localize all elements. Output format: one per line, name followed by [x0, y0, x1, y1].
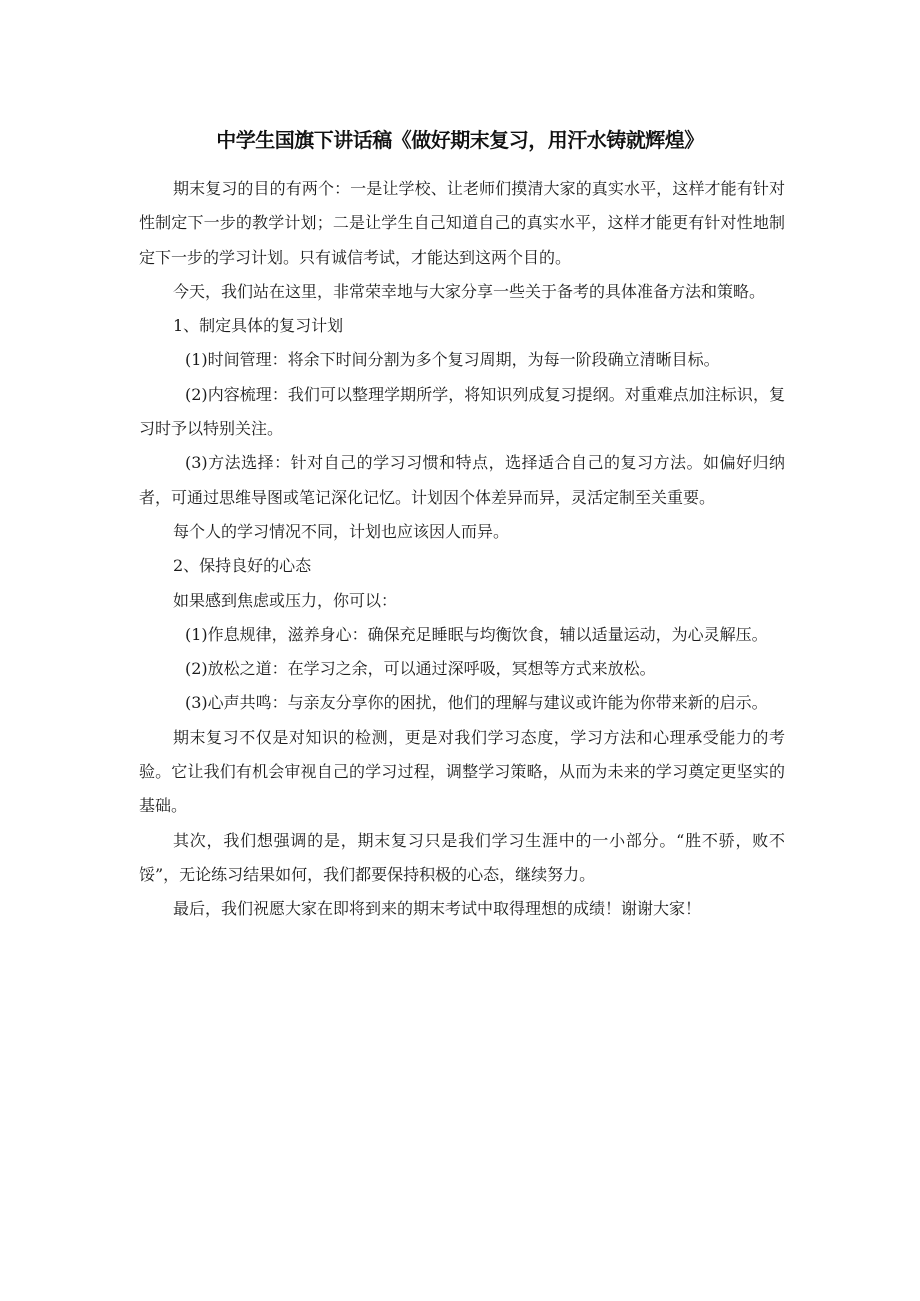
list-item-content-review: (2)内容梳理：我们可以整理学期所学，将知识列成复习提纲。对重难点加注标识，复习时予以特别关注。	[139, 384, 785, 439]
list-item-sharing: (3)心声共鸣：与亲友分享你的困扰，他们的理解与建议或许能为你带来新的启示。	[185, 693, 768, 713]
document-body	[139, 172, 785, 927]
paragraph-intro: 今天，我们站在这里，非常荣幸地与大家分享一些关于备考的具体准备方法和策略。	[173, 281, 766, 301]
list-item-method-choice: (3)方法选择：针对自己的学习习惯和特点，选择适合自己的复习方法。如偏好归纳者，可通过思维导图或笔记深化记忆。计划因个体差异而异，灵活定制至关重要。	[139, 453, 785, 507]
list-item-routine: (1)作息规律，滋养身心：确保充足睡眠与均衡饮食，辅以适量运动，为心灵解压。	[185, 624, 768, 644]
list-item-relaxation: (2)放松之道：在学习之余，可以通过深呼吸，冥想等方式来放松。	[185, 659, 656, 679]
paragraph-anxiety: 如果感到焦虑或压力，你可以：	[173, 590, 398, 610]
heading-good-mindset: 2、保持良好的心态	[173, 556, 312, 576]
paragraph-review-meaning: 期末复习不仅是对知识的检测，更是对我们学习态度，学习方法和心理承受能力的考验。它让我们有机会审视自己的学习过程，调整学习策略，从而为未来的学习奠定更坚实的基础。	[139, 727, 785, 816]
heading-review-plan: 1、制定具体的复习计划	[173, 316, 344, 336]
paragraph-emphasis: 其次，我们想强调的是，期末复习只是我们学习生涯中的一小部分。“胜不骄，败不馁”，无论练习结果如何，我们都要保持积极的心态，继续努力。	[139, 830, 785, 884]
document-title: 中学生国旗下讲话稿《做好期末复习，用汗水铸就辉煌》	[216, 128, 704, 152]
list-item-time-management: (1)时间管理：将余下时间分割为多个复习周期，为每一阶段确立清晰目标。	[185, 350, 720, 370]
paragraph-purpose: 期末复习的目的有两个：一是让学校、让老师们摸清大家的真实水平，这样才能有针对性制定下一步的教学计划；二是让学生自己知道自己的真实水平，这样才能更有针对性地制定下一步的学习计划。只有诚信考试，才能达到这两个目的。	[139, 179, 785, 267]
paragraph-individual-plan: 每个人的学习情况不同，计划也应该因人而异。	[173, 521, 510, 541]
paragraph-closing: 最后，我们祝愿大家在即将到来的期末考试中取得理想的成绩！谢谢大家！	[173, 899, 702, 919]
